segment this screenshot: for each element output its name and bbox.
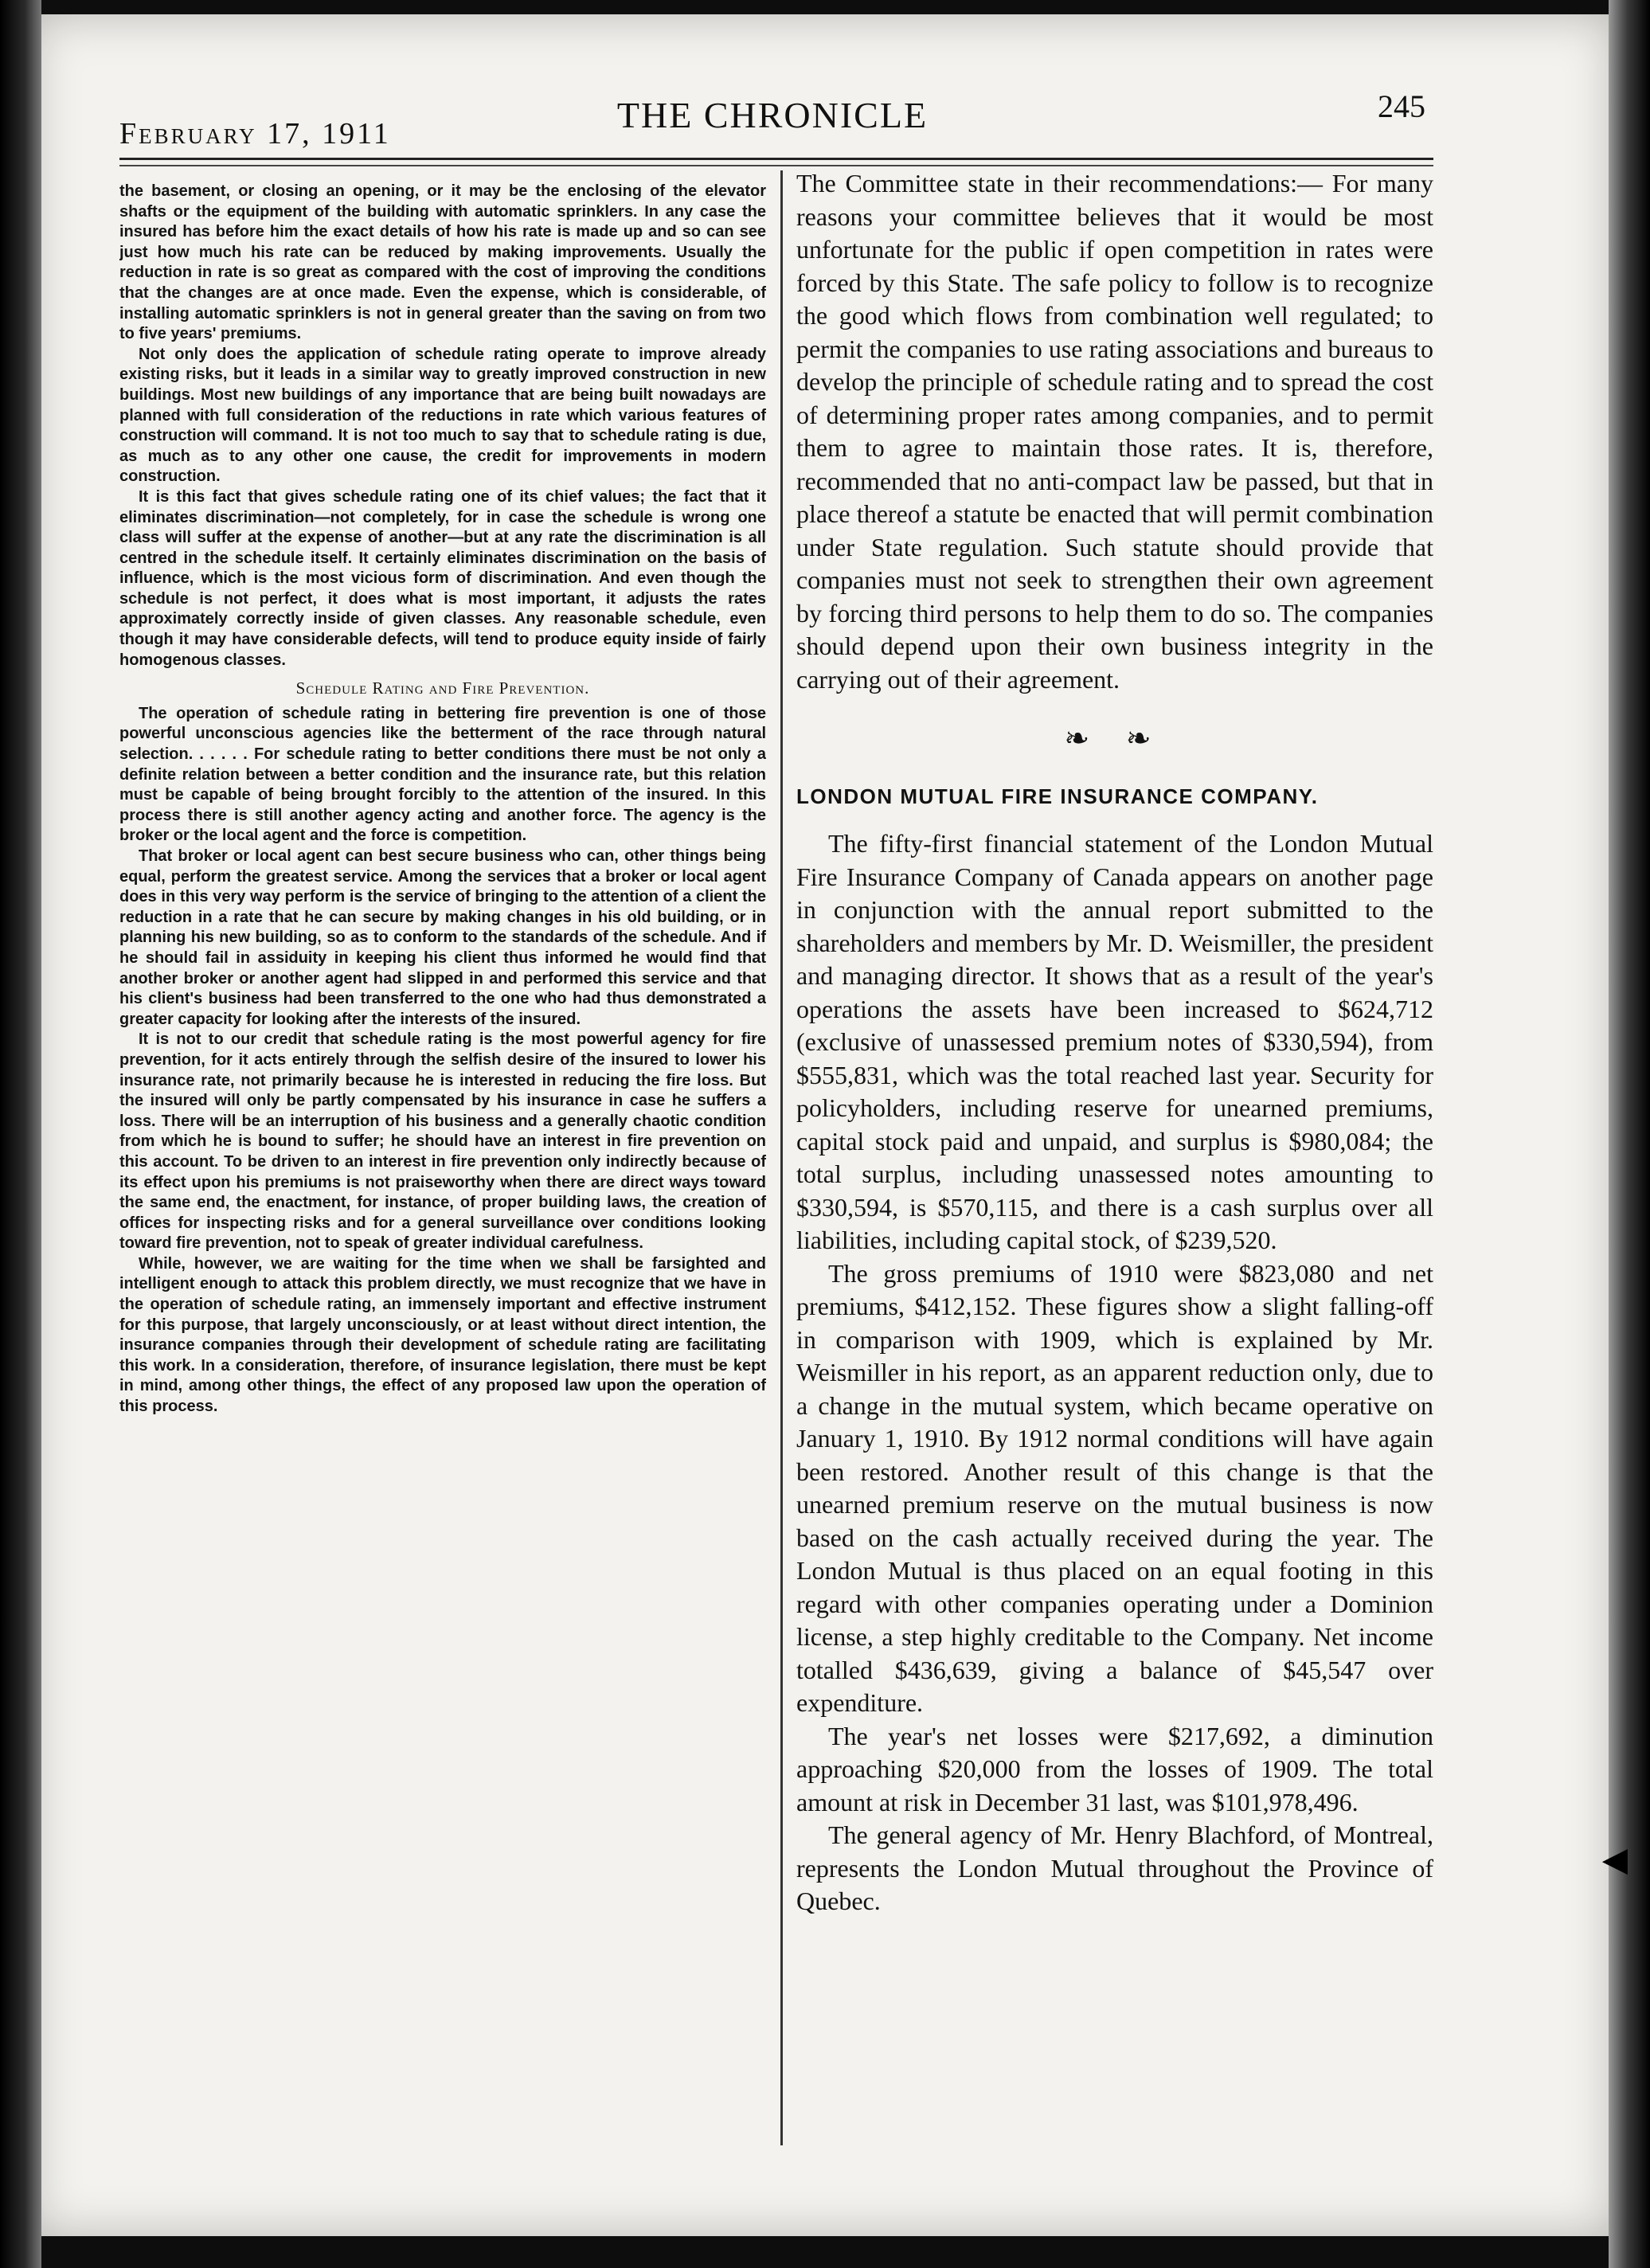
right-column xyxy=(796,167,1433,2142)
article-paragraph: The general agency of Mr. Henry Blachford, of Montreal, represents the London Mutual throughout the Province of Quebec. xyxy=(796,1820,1433,1915)
binding-triangle-icon: ◀ xyxy=(1601,1842,1628,1879)
column-divider xyxy=(780,170,783,2145)
article-paragraph: The fifty-first financial statement of the London Mutual Fire Insurance Company of Canada appears on another page in conjunction with the annual report submitted to the shareholders and members by Mr. D. Weismiller, the president and managing director. It shows that as a result of the year's operations the assets have been increased to $624,712 (exclusive of unassessed premium notes of $330,594), from $555,831, which was the total reached last year. Security for policyholders, including reserve for unearned premiums, capital stock paid and unpaid, and surplus is $980,084; the total surplus, including unassessed notes amounting to $330,594, is $570,115, and there is a cash surplus over all liabilities, including capital stock, of $239,520. xyxy=(796,829,1433,1254)
article-paragraph: While, however, we are waiting for the time when we shall be farsighted and intelligent enough to attack this problem directly, we must recognize that we have in the operation of schedule rating, an immensely important and effective instrument for this purpose, that largely unconsciously, or at least without direct intention, the insurance companies through their development of schedule rating are facilitating this work. In a consideration, therefore, of insurance legislation, there must be kept in mind, among other things, the effect of any proposed law upon the operation of this process. xyxy=(119,1254,766,1416)
article-paragraph: The year's net losses were $217,692, a diminution approaching $20,000 from the losses of 1909. The total amount at risk in December 31 last, was $101,978,496. xyxy=(796,1721,1433,1816)
article-paragraph: It is not to our credit that schedule rating is the most powerful agency for fire prevention, for it acts entirely through the selfish desire of the insured to lower his insurance rate, not primarily because he is interested in reducing the fire loss. But the insured will only be partly compensated by his insurance in case he suffers a loss. There will be an interruption of his business and a generally chaotic condition from which he is bound to suffer; he should have an interest in fire prevention on this account. To be driven to an interest in fire prevention only indirectly because of its effect upon his premiums is not praiseworthy when there are direct ways toward the same end, the enactment, for instance, of proper building laws, the creation of offices for inspecting risks and for a general surveillance over conditions looking toward fire prevention, not to speak of greater individual carefulness. xyxy=(119,1030,766,1253)
section-subheading: Schedule Rating and Fire Prevention. xyxy=(295,678,590,698)
issue-date: February 17, 1911 xyxy=(119,117,391,151)
article-paragraph: That broker or local agent can best secure business who can, other things being equal, perform the greatest service. Among the services that a broker or local agent does in this very way perform is the service of bringing to the attention of a client the reduction in a rate that he can secure by making changes in his old building, or in planning his new building, so as to conform to the standards of the schedule. And if he should fail in assiduity in keeping his client thus informed he would find that another broker or another agent had slipped in and performed this service and that his client's business had been transferred to the one who had thus demonstrated a greater capacity for looking after the interests of the insured. xyxy=(119,847,766,1028)
page-number: 245 xyxy=(1378,88,1425,124)
page-header xyxy=(119,80,1425,151)
article-paragraph: It is this fact that gives schedule rating one of its chief values; the fact that it eliminates discrimination—not completely, for in case the schedule is wrong one class will suffer at the expense of another—but at any rate the discrimination is all centred in the schedule itself. It certainly eliminates discrimination on the basis of influence, which is the most vicious form of discrimination. And even though the schedule is not perfect, it does what is most important, it adjusts the rates approximately correctly inside of given classes. Any reasonable schedule, even though it may have considerable defects, will tend to produce equity inside of fairly homogenous classes. xyxy=(119,487,766,669)
page-edge-right xyxy=(1609,0,1650,2268)
left-column xyxy=(119,182,766,2133)
leaf-ornament-icon: ❧ ❧ xyxy=(1064,722,1166,756)
publication-title: THE CHRONICLE xyxy=(616,95,929,135)
committee-quote: The Committee state in their recommendations:— For many reasons your committee believes that it would be most unfortunate for the public if open competition in rates were forced by this State. The safe policy to follow is to recognize the good which flows from combination well regulated; to permit the companies to use rating associations and bureaus to develop the principle of schedule rating and to spread the cost of determining proper rates among companies, and to permit them to agree to maintain those rates. It is, therefore, recommended that no anti-compact law be passed, but that in place thereof a statute be enacted that will permit combination under State regulation. Such statute should provide that companies must not seek to strengthen their own agreement by forcing third persons to help them to do so. The companies should depend upon their own business integrity in the carrying out of their agreement. xyxy=(796,169,1433,694)
article-paragraph: the basement, or closing an opening, or it may be the enclosing of the elevator shafts or the equipment of the building with automatic sprinklers. In any case the insured has before him the exact details of how his rate is made up and so can see just how much his rate can be reduced by making improvements. Usually the reduction in rate is so great as compared with the cost of improving the conditions that the changes are at once made. Even the expense, which is considerable, of installing automatic sprinklers is not in general greater than the saving on from two to five years' premiums. xyxy=(119,182,766,343)
header-rule xyxy=(119,158,1433,166)
page-edge-left xyxy=(0,0,41,2268)
article-paragraph: The operation of schedule rating in bettering fire prevention is one of those powerful unconscious agencies like the betterment of the race through natural selection. . . . . . For schedule rating to better conditions there must be not only a definite relation between a better condition and the insurance rate, but this relation must be capable of being brought forcibly to the attention of the insured. In this process there is still another agency acting and another force. The agency is the broker or the local agent and the force is competition. xyxy=(119,704,766,845)
article-title: LONDON MUTUAL FIRE INSURANCE COMPANY. xyxy=(796,784,1319,808)
article-paragraph: The gross premiums of 1910 were $823,080 and net premiums, $412,152. These figures show a slight falling-off in comparison with 1909, which is explained by Mr. Weismiller in his report, as an apparent reduction only, due to a change in the mutual system, which became operative on January 1, 1910. By 1912 normal conditions will have again been restored. Another result of this change is that the unearned premium reserve on the mutual business is now based on the cash actually received during the year. The London Mutual is thus placed on an equal footing in this regard with other companies operating under a Dominion license, a step highly creditable to the Company. Net income totalled $436,639, giving a balance of $45,547 over expenditure. xyxy=(796,1258,1433,1717)
article-paragraph: Not only does the application of schedule rating operate to improve already existing risks, but it leads in a similar way to greatly improved construction in new buildings. Most new buildings of any importance that are being built nowadays are planned with full consideration of the reductions in rate which various features of construction will command. It is not too much to say that to schedule rating is due, as much as to any other one cause, the credit for improvements in modern construction. xyxy=(119,345,766,486)
